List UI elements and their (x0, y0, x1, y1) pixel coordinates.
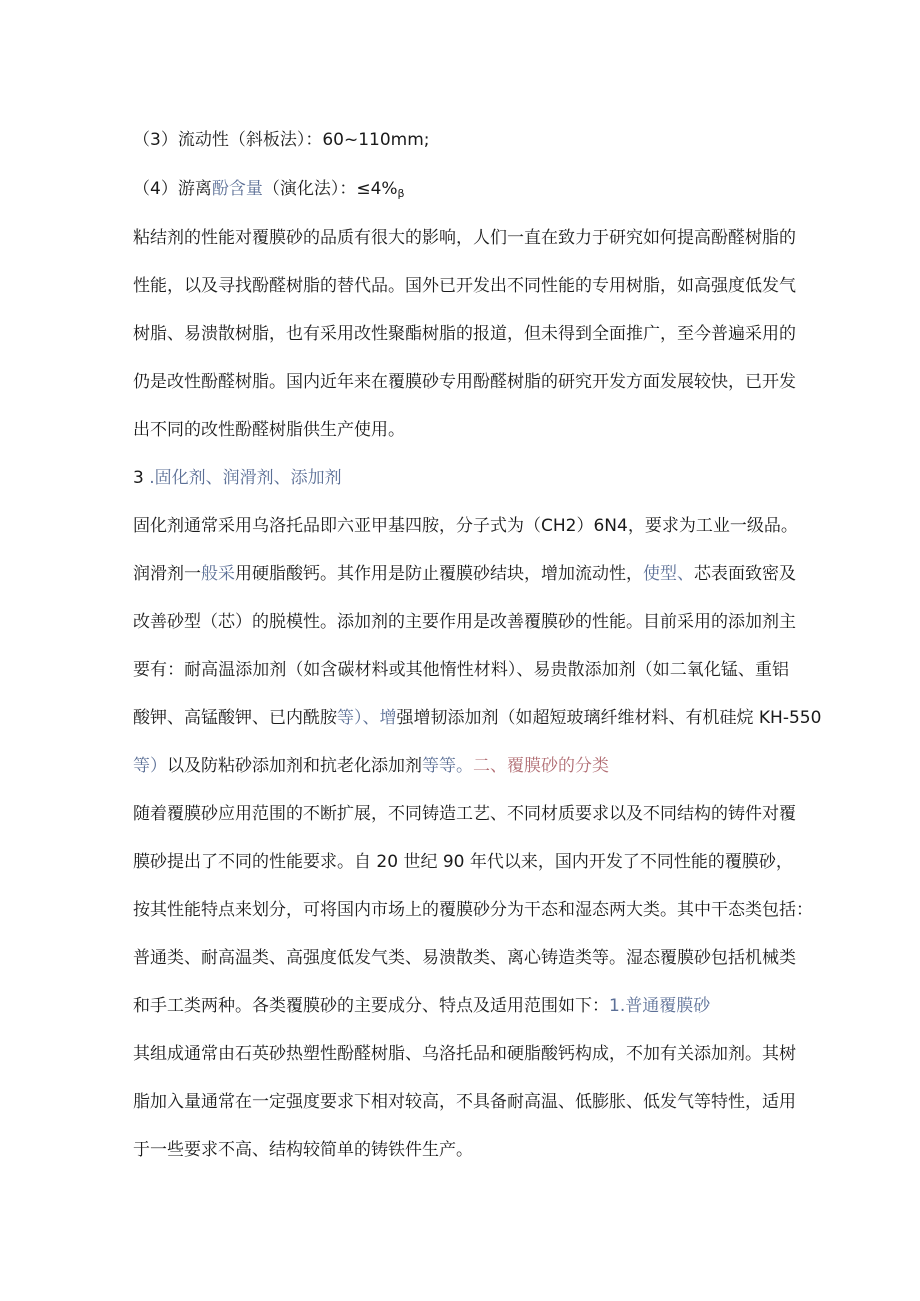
binder-paragraph-line: 粘结剂的性能对覆膜砂的品质有很大的影响，人们一直在致力于研究如何提高酚醛树脂的 (133, 228, 796, 248)
lubricant-text: 强增韧添加剂（如超短玻璃纤维材料、有机硅烷 KH-550 (396, 708, 822, 728)
classification-text: 和手工类两种。各类覆膜砂的主要成分、特点及适用范围如下： (133, 996, 609, 1016)
lubricant-text: 用硬脂酸钙。其作用是防止覆膜砂结块，增加流动性， (235, 564, 643, 584)
lubricant-highlight: 般采 (201, 564, 235, 584)
spec-free-phenol (133, 177, 405, 206)
spec-free-phenol-highlight: 酚含量 (211, 179, 263, 199)
lubricant-highlight: 等） (133, 756, 167, 776)
binder-paragraph-line: 出不同的改性酚醛树脂供生产使用。 (133, 420, 405, 440)
lubricant-paragraph-line (133, 706, 822, 730)
lubricant-highlight: 等）、增 (337, 708, 397, 728)
spec-free-phenol-value: （演化法）：≤4% (262, 179, 398, 199)
ordinary-sand-paragraph-line: 其组成通常由石英砂热塑性酚醛树脂、乌洛托品和硬脂酸钙构成，不加有关添加剂。其树 (133, 1044, 796, 1064)
lubricant-paragraph-line: 改善砂型（芯）的脱模性。添加剂的主要作用是改善覆膜砂的性能。目前采用的添加剂主 (133, 612, 796, 632)
section-title: .固化剂、润滑剂、添加剂 (149, 468, 342, 488)
lubricant-paragraph-line: 要有：耐高温添加剂（如含碳材料或其他惰性材料）、易贵散添加剂（如二氧化锰、重铝 (133, 660, 789, 680)
binder-paragraph-line: 性能，以及寻找酚醛树脂的替代品。国外已开发出不同性能的专用树脂，如高强度低发气 (133, 276, 796, 296)
classification-paragraph-line (133, 994, 710, 1018)
classification-paragraph-line: 随着覆膜砂应用范围的不断扩展，不同铸造工艺、不同材质要求以及不同结构的铸件对覆 (133, 804, 796, 824)
spec-free-phenol-label: （4）游离 (133, 179, 212, 199)
section-heading-3 (133, 466, 342, 490)
ordinary-sand-paragraph-line: 于一些要求不高、结构较简单的铸铁件生产。 (133, 1140, 473, 1160)
section-number: 3 (133, 468, 144, 488)
curing-agent-paragraph: 固化剂通常采用乌洛托品即六亚甲基四胺，分子式为（CH2）6N4，要求为工业一级品。 (133, 516, 798, 536)
lubricant-text: 以及防粘砂添加剂和抗老化添加剂 (167, 756, 422, 776)
lubricant-highlight: 等等。 (422, 756, 473, 776)
ordinary-sand-paragraph-line: 脂加入量通常在一定强度要求下相对较高，不具备耐高温、低膨胀、低发气等特性，适用 (133, 1092, 796, 1112)
lubricant-text: 芯表面致密及 (694, 564, 796, 584)
lubricant-text: 润滑剂一 (133, 564, 201, 584)
lubricant-text: 酸钾、高锰酸钾、已内酰胺 (133, 708, 337, 728)
subsection-heading-1: 1.普通覆膜砂 (609, 996, 711, 1016)
classification-paragraph-line: 按其性能特点来划分，可将国内市场上的覆膜砂分为干态和湿态两大类。其中干态类包括： (133, 900, 813, 920)
spec-free-phenol-mark: β (397, 187, 405, 200)
classification-paragraph-line: 膜砂提出了不同的性能要求。自 20 世纪 90 年代以来，国内开发了不同性能的覆膜砂， (133, 852, 793, 872)
binder-paragraph-line: 树脂、易溃散树脂，也有采用改性聚酯树脂的报道，但未得到全面推广，至今普遍采用的 (133, 324, 796, 344)
lubricant-highlight: 使型、 (643, 564, 694, 584)
lubricant-paragraph-line (133, 562, 796, 586)
spec-flowability: （3）流动性（斜板法）：60~110mm; (133, 130, 430, 150)
lubricant-paragraph-line (133, 754, 609, 778)
classification-heading: 二、覆膜砂的分类 (473, 756, 609, 776)
binder-paragraph-line: 仍是改性酚醛树脂。国内近年来在覆膜砂专用酚醛树脂的研究开发方面发展较快，已开发 (133, 372, 796, 392)
classification-paragraph-line: 普通类、耐高温类、高强度低发气类、易溃散类、离心铸造类等。湿态覆膜砂包括机械类 (133, 948, 796, 968)
